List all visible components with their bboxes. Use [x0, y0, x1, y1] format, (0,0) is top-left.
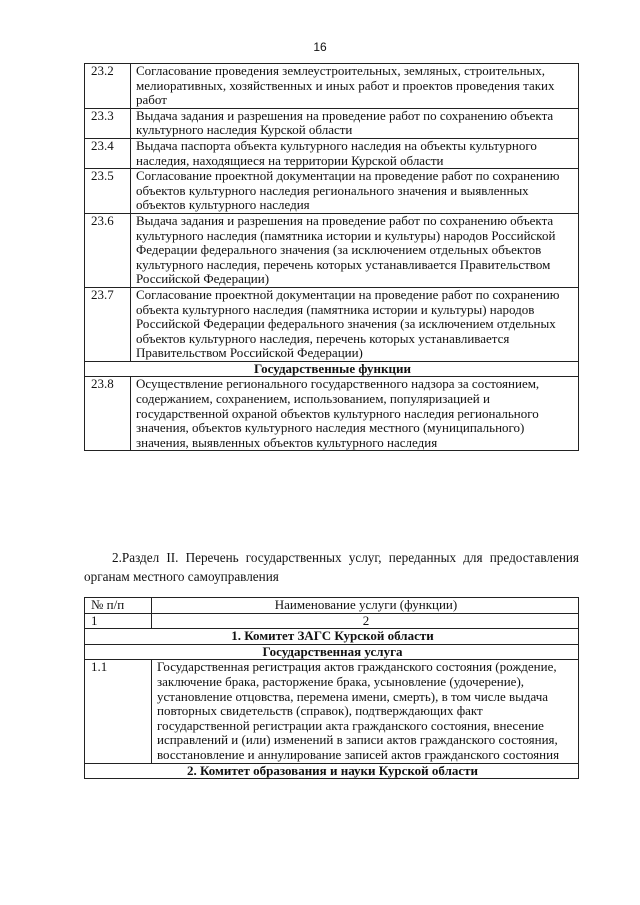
- row-num: 23.7: [85, 287, 131, 361]
- committee-row: [85, 763, 579, 779]
- committee-education: 2. Комитет образования и науки Курской области: [85, 763, 579, 779]
- row-num: 23.8: [85, 377, 131, 451]
- committee-zags: 1. Комитет ЗАГС Курской области: [85, 629, 579, 645]
- table-row: [85, 138, 579, 168]
- table-index-row: [85, 613, 579, 629]
- header-num: № п/п: [85, 598, 152, 614]
- table1-body: [85, 64, 579, 451]
- section-heading: 2.Раздел II. Перечень государственных услуг, переданных для предоставления органам местного самоуправления: [84, 550, 579, 584]
- row-num: 1.1: [85, 660, 152, 763]
- row-text: Согласование проектной документации на проведение работ по сохранению объекта культурного наследия (памятника истории и культуры) народов Российской Федерации федерального значения (за исключением отдельных объектов культурного наследия, перечень которых устанавливается Правительством Российской Федерации): [131, 287, 579, 361]
- row-num: 23.4: [85, 138, 131, 168]
- row-text: Выдача паспорта объекта культурного наследия на объекты культурного наследия, находящиеся на территории Курской области: [131, 138, 579, 168]
- row-num: 23.6: [85, 213, 131, 287]
- section-row: [85, 361, 579, 377]
- header-name: Наименование услуги (функции): [152, 598, 579, 614]
- table-header-row: [85, 598, 579, 614]
- table-row: [85, 169, 579, 214]
- row-text: Согласование проектной документации на проведение работ по сохранению объектов культурного наследия регионального значения и выявленных объектов культурного наследия: [131, 169, 579, 214]
- row-text: Выдача задания и разрешения на проведение работ по сохранению объекта культурного наследия (памятника истории и культуры) народов Российской Федерации федерального значения (за исключением отдельных объектов культурного наследия, перечень которых устанавливается Правительством Российской Федерации): [131, 213, 579, 287]
- table-row: [85, 64, 579, 109]
- table-row: [85, 213, 579, 287]
- table-row: [85, 108, 579, 138]
- functions-header: Государственные функции: [85, 361, 579, 377]
- table-row: [85, 660, 579, 763]
- page-number: 16: [313, 40, 327, 54]
- row-text: Осуществление регионального государственного надзора за состоянием, содержанием, сохранением, использованием, популяризацией и государственной охраной объектов культурного наследия регионального значения, объектов культурного наследия местного (муниципального) значения, выявленных объектов культурного наследия: [131, 377, 579, 451]
- row-num: 23.3: [85, 108, 131, 138]
- committee-row: [85, 629, 579, 645]
- services-header: Государственная услуга: [85, 644, 579, 660]
- row-num: 23.2: [85, 64, 131, 109]
- row-text: Государственная регистрация актов гражданского состояния (рождение, заключение брака, расторжение брака, усыновление (удочерение), установление отцовства, перемена имени, смерть), в том числе выдача повторных свидетельств (справок), подтверждающих факт государственной регистрации акта гражданского состояния, внесение исправлений и (или) изменений в записи актов гражданского состояния, восстановление и аннулирование записей актов гражданского состояния: [152, 660, 579, 763]
- table-row: [85, 287, 579, 361]
- row-num: 23.5: [85, 169, 131, 214]
- table-row: [85, 377, 579, 451]
- row-text: Согласование проведения землеустроительных, земляных, строительных, мелиоративных, хозяйственных и иных работ и проектов проведения таких работ: [131, 64, 579, 109]
- section-row: [85, 644, 579, 660]
- transferred-services-table: [84, 597, 579, 779]
- index-2: 2: [152, 613, 579, 629]
- index-1: 1: [85, 613, 152, 629]
- services-table-continued: [84, 63, 579, 451]
- row-text: Выдача задания и разрешения на проведение работ по сохранению объекта культурного наследия Курской области: [131, 108, 579, 138]
